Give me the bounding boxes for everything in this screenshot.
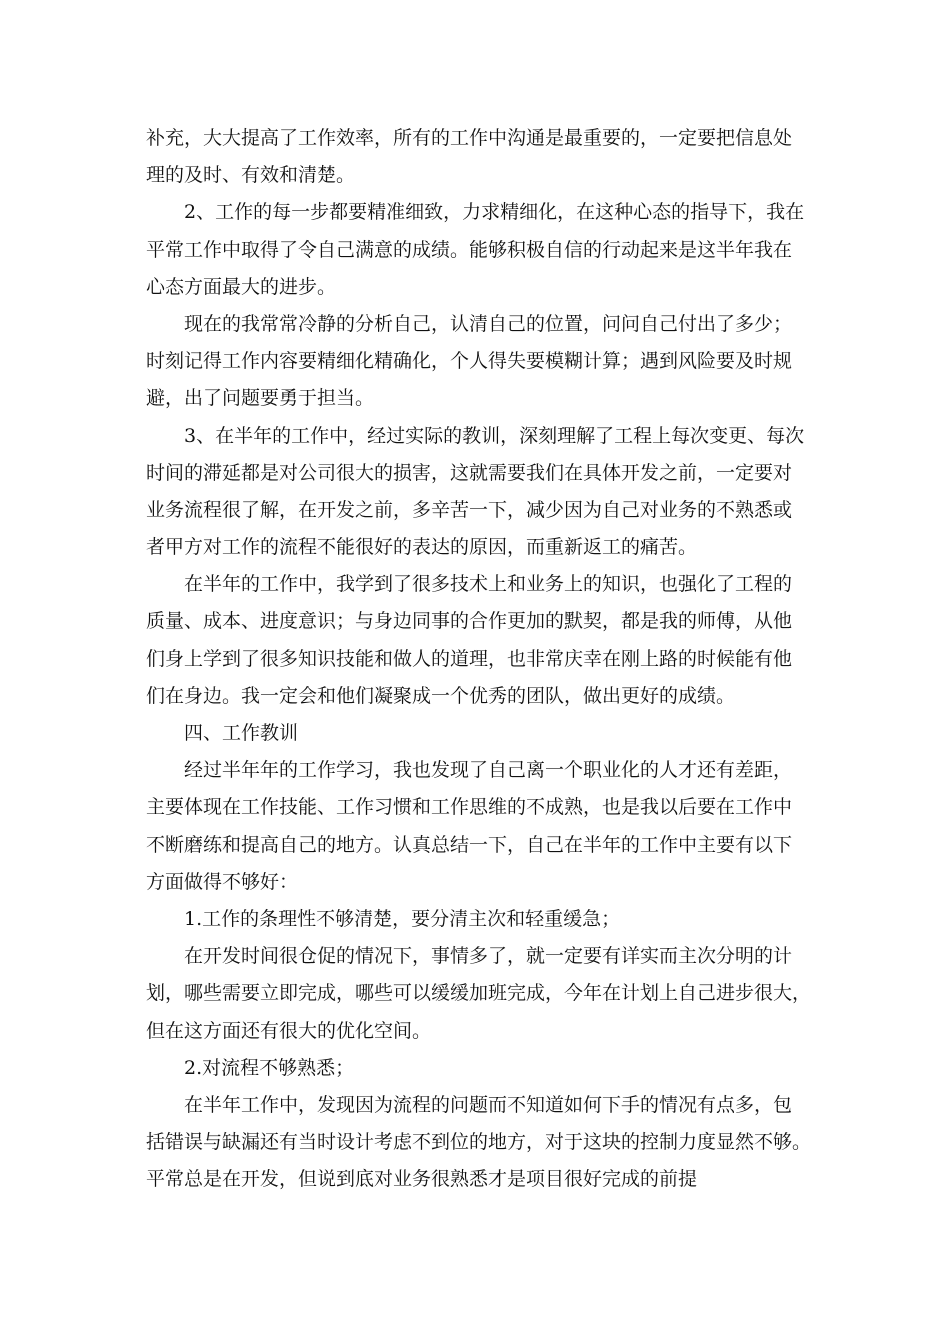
text-line: 者甲方对工作的流程不能很好的表达的原因，而重新返工的痛苦。	[146, 536, 698, 559]
text-line: 业务流程很了解，在开发之前，多辛苦一下，减少因为自己对业务的不熟悉或	[146, 498, 793, 521]
text-line: 1.工作的条理性不够清楚，要分清主次和轻重缓急；	[184, 907, 621, 930]
document-body	[146, 120, 818, 1198]
text-line: 理的及时、有效和清楚。	[146, 164, 356, 187]
text-line: 在开发时间很仓促的情况下，事情多了，就一定要有详实而主次分明的计	[184, 945, 793, 968]
text-line: 时刻记得工作内容要精细化精确化，个人得失要模糊计算；遇到风险要及时规	[146, 350, 793, 373]
text-line: 2.对流程不够熟悉；	[184, 1056, 355, 1079]
text-line: 平常工作中取得了令自己满意的成绩。能够积极自信的行动起来是这半年我在	[146, 238, 793, 261]
text-line: 主要体现在工作技能、工作习惯和工作思维的不成熟，也是我以后要在工作中	[146, 796, 793, 819]
text-line: 2、工作的每一步都要精准细致，力求精细化，在这种心态的指导下，我在	[184, 201, 805, 224]
text-line: 避，出了问题要勇于担当。	[146, 387, 375, 410]
text-line: 们身上学到了很多知识技能和做人的道理，也非常庆幸在刚上路的时候能有他	[146, 647, 793, 670]
text-line: 在半年的工作中，我学到了很多技术上和业务上的知识，也强化了工程的	[184, 573, 793, 596]
text-line: 四、工作教训	[184, 722, 299, 744]
text-line: 补充，大大提高了工作效率，所有的工作中沟通是最重要的，一定要把信息处	[146, 127, 793, 149]
text-line: 3、在半年的工作中，经过实际的教训，深刻理解了工程上每次变更、每次	[184, 424, 805, 447]
text-line: 时间的滞延都是对公司很大的损害，这就需要我们在具体开发之前，一定要对	[146, 461, 793, 484]
text-line: 划，哪些需要立即完成，哪些可以缓缓加班完成，今年在计划上自己进步很大，	[146, 982, 812, 1005]
text-line: 平常总是在开发，但说到底对业务很熟悉才是项目很好完成的前提	[146, 1168, 698, 1191]
text-line: 在半年工作中，发现因为流程的问题而不知道如何下手的情况有点多，包	[184, 1093, 793, 1116]
text-line: 括错误与缺漏还有当时设计考虑不到位的地方，对于这块的控制力度显然不够。	[146, 1131, 812, 1154]
text-line: 心态方面最大的进步。	[146, 275, 337, 298]
text-line: 质量、成本、进度意识；与身边同事的合作更加的默契，都是我的师傅，从他	[146, 610, 793, 633]
text-line: 现在的我常常冷静的分析自己，认清自己的位置，问问自己付出了多少；	[184, 312, 793, 335]
text-line: 们在身边。我一定会和他们凝聚成一个优秀的团队，做出更好的成绩。	[146, 684, 736, 707]
text-line: 但在这方面还有很大的优化空间。	[146, 1019, 432, 1042]
text-line: 方面做得不够好：	[146, 870, 299, 893]
text-line: 经过半年年的工作学习，我也发现了自己离一个职业化的人才还有差距，	[184, 759, 793, 782]
text-line: 不断磨练和提高自己的地方。认真总结一下，自己在半年的工作中主要有以下	[146, 833, 793, 856]
